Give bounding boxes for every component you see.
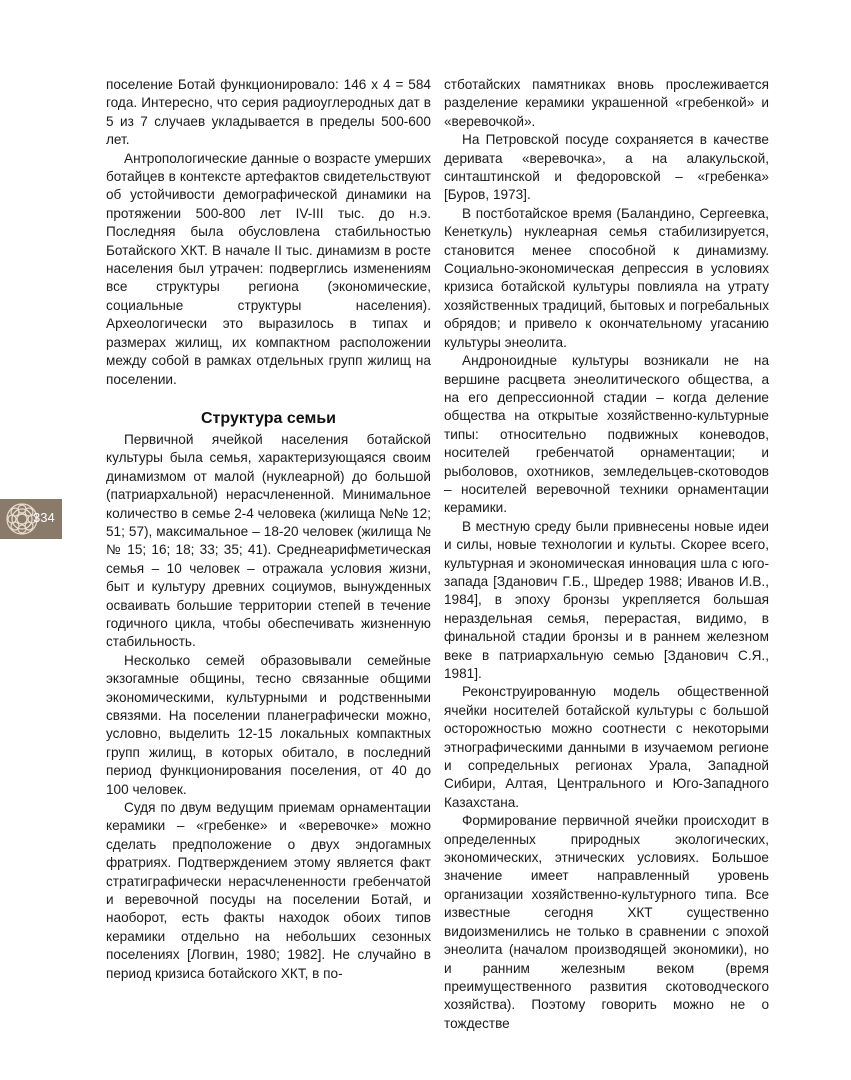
paragraph: Андроноидные культуры возникали не на вершине расцвета энеолитического общества, а на его депрессионной стадии – когда деление общества на открытые хозяйственно-культурные типы: относительно подвижных коневодов, носителей гребенчатой орнаментации; и рыболовов, охотников, земледельцев-скотоводов – носителей веревочной техники орнаментации керамики. — [444, 353, 769, 516]
paragraph: Судя по двум ведущим приемам орнаментации керамики – «гребенке» и «веревочке» можно сделать предположение о двух эндогамных фратриях. Подтверждением этому является факт стратиграфически нерасчлененности гребенчатой и веревочной посуды на поселении Ботай, и наоборот, есть факты находок обоих типов керамики отдельно на небольших сезонных поселениях [Логвин, 1980; 1982]. Не случайно в период кризиса ботайского ХКТ, в по- — [106, 800, 431, 981]
paragraph: В местную среду были привнесены новые идеи и силы, новые технологии и культы. Скорее всего, культурная и экономическая инновация шла с юго-запада [Зданович Г.Б., Шредер 1988; Иванов И.В., 1984], в эпоху бронзы укрепляется большая нераздельная семья, перерастая, видимо, в финальной стадии бронзы и в раннем железном веке в патриархальную семью [Зданович С.Я., 1981]. — [444, 518, 769, 681]
section-heading: Структура семьи — [201, 409, 336, 427]
paragraph: Антропологические данные о возрасте умерших ботайцев в контексте артефактов свидетельствуют об устойчивости демографической динамики на протяжении 500-800 лет IV-III тыс. до н.э. Последняя была обусловлена стабильностью Ботайского ХКТ. В начале II тыс. динамизм в росте населения был утрачен: подверглись изменениям все структуры региона (экономические, социальные структуры населения). Археологически это выразилось в типах и размерах жилищ, их компактном расположении между собой в рамках отдельных групп жилищ на поселении. — [106, 150, 431, 387]
right-column — [444, 76, 769, 1033]
page-number: 334 — [33, 510, 55, 525]
paragraph: Формирование первичной ячейки происходит в определенных природных экологических, экономических, этнических условиях. Большое значение имеет направленный уровень организации хозяйственно-культурного типа. Все известные сегодня ХКТ существенно видоизменились не только в сравнении с эпохой энеолита (началом производящей экономики), но и ранним железным веком (время преимущественного развития скотоводческого хозяйства). Поэтому говорить можно не о тождестве — [444, 813, 769, 1031]
paragraph: Несколько семей образовывали семейные экзогамные общины, тесно связанные общими экономическими, культурными и родственными связями. На поселении планеграфически можно, условно, выделить 12-15 локальных компактных групп жилищ, в которых обитало, в последний период функционирования поселения, от 40 до 100 человек. — [106, 652, 431, 797]
left-column — [106, 76, 431, 983]
paragraph: Реконструированную модель общественной ячейки носителей ботайской культуры с большой осторожностью можно соотнести с некоторыми этнографическими данными в изучаемом регионе и сопредельных регионах Урала, Западной Сибири, Алтая, Центрального и Юго-Западного Казахстана. — [444, 684, 769, 810]
paragraph: На Петровской посуде сохраняется в качестве деривата «веревочка», а на алакульской, синташтинской и федоровской – «гребенка» [Буров, 1973]. — [444, 132, 769, 203]
paragraph: поселение Ботай функционировало: 146 х 4 = 584 года. Интересно, что серия радиоуглеродных дат в 5 из 7 случаев укладывается в пределы 500-600 лет. — [106, 77, 431, 148]
paragraph: В постботайское время (Баландино, Сергеевка, Кенеткуль) нуклеарная семья стабилизируется, становится менее способной к динамизму. Социально-экономическая депрессия в условиях кризиса ботайской культуры повлияла на утрату хозяйственных традиций, бытовых и погребальных обрядов; и привело к окончательному угасанию культуры энеолита. — [444, 205, 769, 350]
page-number-tab — [0, 499, 62, 539]
paragraph: стботайских памятниках вновь прослеживается разделение керамики украшенной «гребенкой» и «веревочкой». — [444, 77, 769, 129]
paragraph: Первичной ячейкой населения ботайской культуры была семья, характеризующаяся своим динамизмом от малой (нуклеарной) до большой (патриархальной) нерасчлененной. Минимальное количество в семье 2-4 человека (жилища №№ 12; 51; 57), максимальное – 18-20 человек (жилища №№ 15; 16; 18; 33; 35; 41). Среднеарифметическая семья – 10 человек – отражала условия жизни, быт и культуру древних социумов, вынужденных осваивать большие территории степей в течение годичного цикла, чтобы обеспечивать жизненную стабильность. — [106, 431, 431, 650]
